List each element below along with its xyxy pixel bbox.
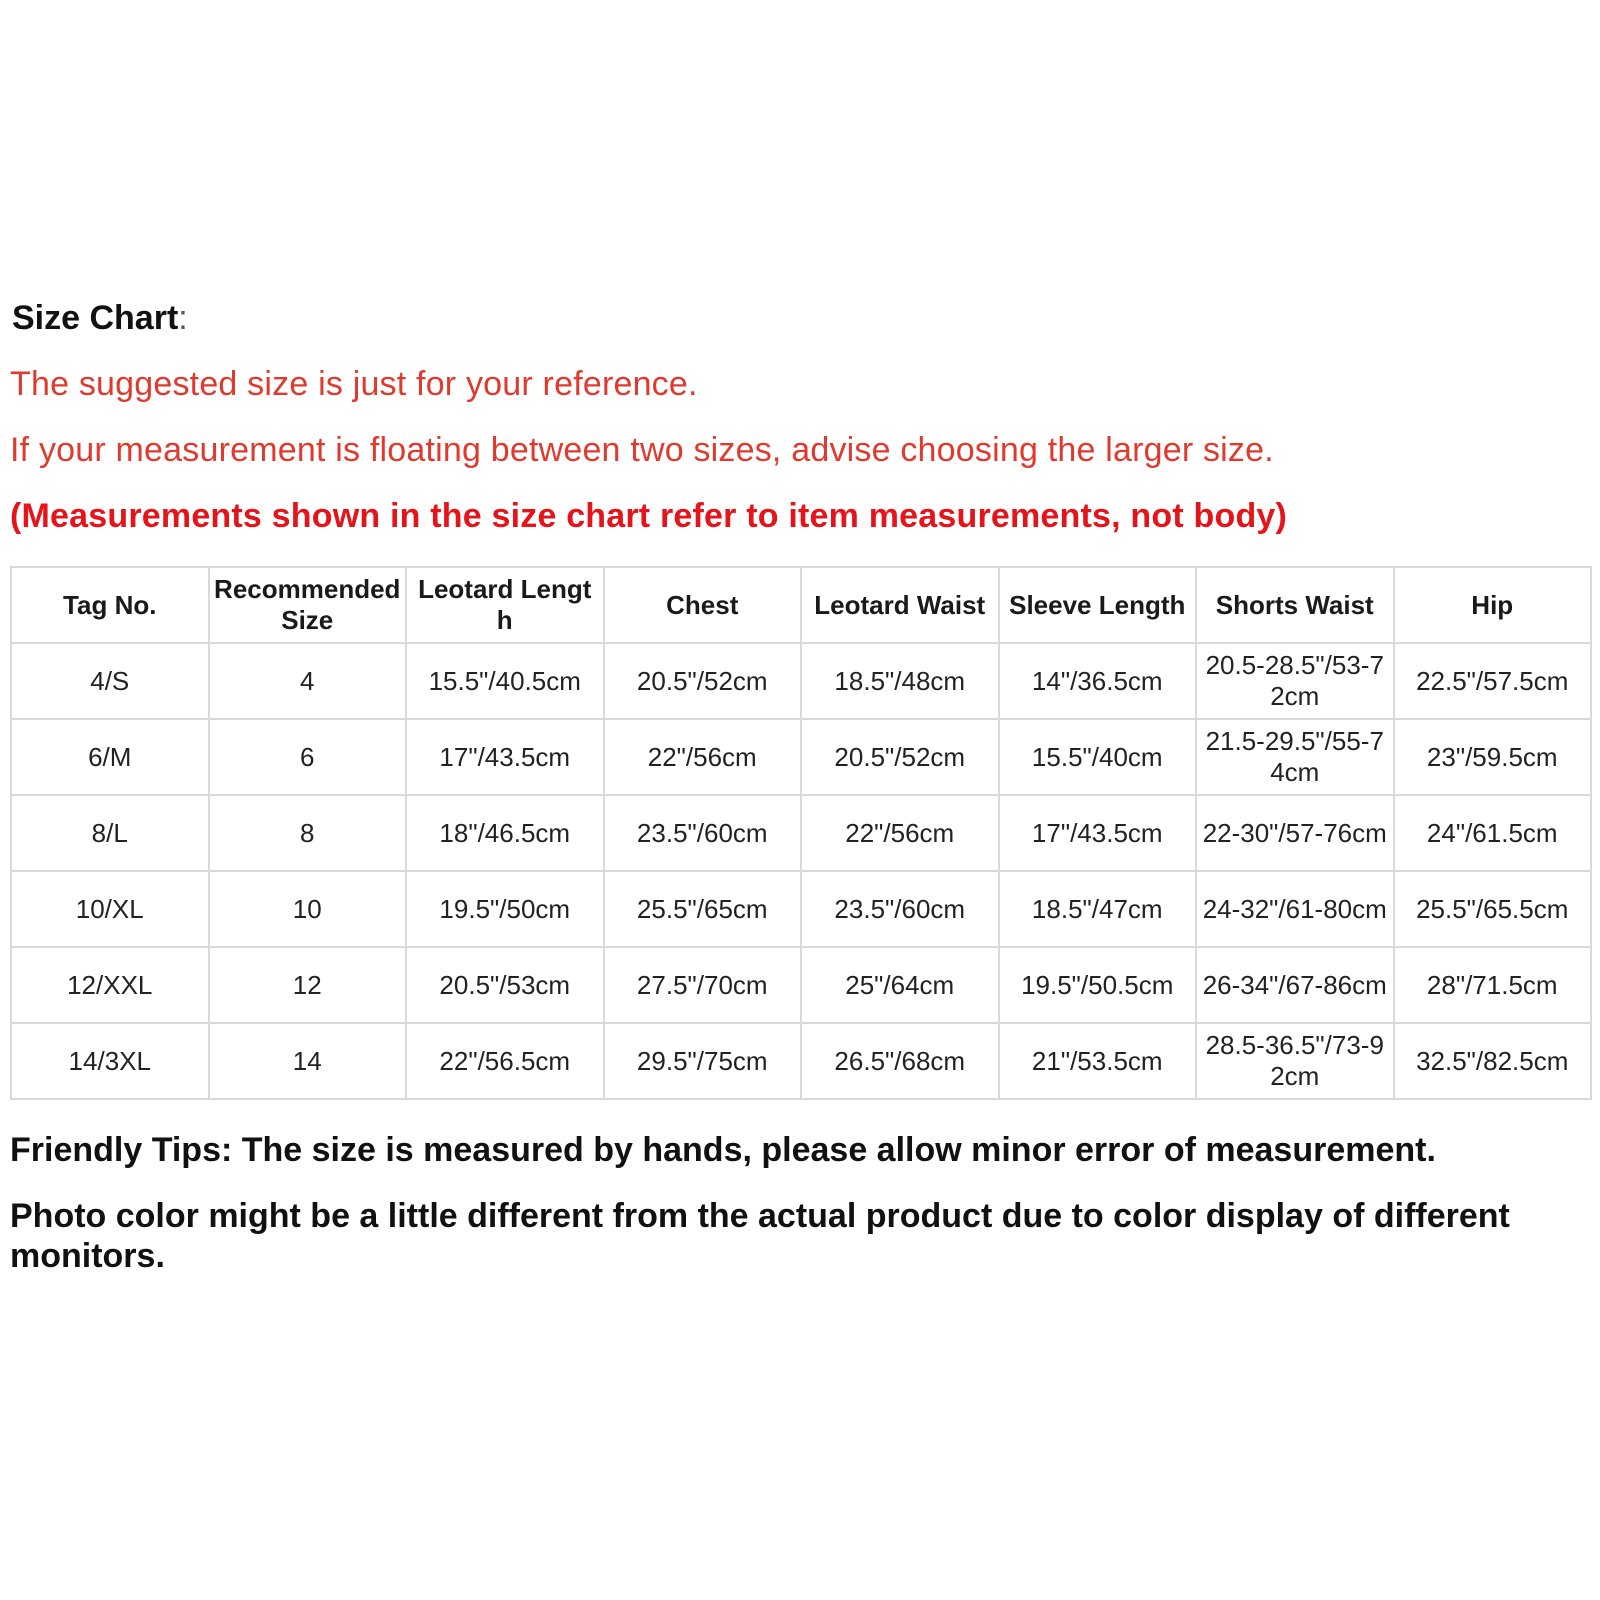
header-leotard-waist: Leotard Waist bbox=[801, 567, 999, 643]
cell-sleeve-length: 18.5"/47cm bbox=[999, 871, 1197, 947]
cell-recommended-size: 14 bbox=[209, 1023, 407, 1099]
cell-leotard-length: 20.5"/53cm bbox=[406, 947, 604, 1023]
cell-hip: 24"/61.5cm bbox=[1394, 795, 1592, 871]
cell-sleeve-length: 21"/53.5cm bbox=[999, 1023, 1197, 1099]
header-sleeve-length: Sleeve Length bbox=[999, 567, 1197, 643]
cell-shorts-waist: 28.5-36.5"/73-92cm bbox=[1196, 1023, 1394, 1099]
cell-shorts-waist: 20.5-28.5"/53-72cm bbox=[1196, 643, 1394, 719]
title-text: Size Chart bbox=[12, 299, 179, 337]
cell-recommended-size: 4 bbox=[209, 643, 407, 719]
table-row bbox=[11, 795, 1591, 871]
cell-sleeve-length: 15.5"/40cm bbox=[999, 719, 1197, 795]
measurement-disclaimer: (Measurements shown in the size chart refer to item measurements, not body) bbox=[10, 497, 1288, 535]
cell-sleeve-length: 14"/36.5cm bbox=[999, 643, 1197, 719]
cell-tag-no: 12/XXL bbox=[11, 947, 209, 1023]
cell-leotard-waist: 23.5"/60cm bbox=[801, 871, 999, 947]
cell-leotard-waist: 20.5"/52cm bbox=[801, 719, 999, 795]
cell-leotard-length: 22"/56.5cm bbox=[406, 1023, 604, 1099]
cell-chest: 29.5"/75cm bbox=[604, 1023, 802, 1099]
larger-size-advice: If your measurement is floating between two sizes, advise choosing the larger size. bbox=[10, 431, 1274, 469]
header-chest: Chest bbox=[604, 567, 802, 643]
title-colon: : bbox=[178, 299, 188, 337]
cell-leotard-waist: 26.5"/68cm bbox=[801, 1023, 999, 1099]
cell-leotard-length: 17"/43.5cm bbox=[406, 719, 604, 795]
header-shorts-waist: Shorts Waist bbox=[1196, 567, 1394, 643]
cell-chest: 25.5"/65cm bbox=[604, 871, 802, 947]
cell-chest: 20.5"/52cm bbox=[604, 643, 802, 719]
cell-tag-no: 10/XL bbox=[11, 871, 209, 947]
friendly-tips: Friendly Tips: The size is measured by hands, please allow minor error of measurement. bbox=[10, 1131, 1436, 1169]
table-row bbox=[11, 719, 1591, 795]
cell-leotard-waist: 25"/64cm bbox=[801, 947, 999, 1023]
photo-color-note: Photo color might be a little different from the actual product due to color display of different monitors. bbox=[10, 1197, 1510, 1275]
cell-hip: 23"/59.5cm bbox=[1394, 719, 1592, 795]
header-tag-no: Tag No. bbox=[11, 567, 209, 643]
cell-shorts-waist: 24-32"/61-80cm bbox=[1196, 871, 1394, 947]
cell-leotard-waist: 22"/56cm bbox=[801, 795, 999, 871]
cell-shorts-waist: 26-34"/67-86cm bbox=[1196, 947, 1394, 1023]
cell-sleeve-length: 17"/43.5cm bbox=[999, 795, 1197, 871]
cell-leotard-length: 18"/46.5cm bbox=[406, 795, 604, 871]
header-row bbox=[11, 567, 1591, 643]
size-chart-document bbox=[10, 296, 1595, 1276]
header-leotard-length: Leotard Length bbox=[406, 567, 604, 643]
cell-tag-no: 14/3XL bbox=[11, 1023, 209, 1099]
cell-recommended-size: 8 bbox=[209, 795, 407, 871]
cell-hip: 25.5"/65.5cm bbox=[1394, 871, 1592, 947]
cell-tag-no: 8/L bbox=[11, 795, 209, 871]
cell-hip: 22.5"/57.5cm bbox=[1394, 643, 1592, 719]
cell-hip: 28"/71.5cm bbox=[1394, 947, 1592, 1023]
cell-sleeve-length: 19.5"/50.5cm bbox=[999, 947, 1197, 1023]
cell-leotard-waist: 18.5"/48cm bbox=[801, 643, 999, 719]
page-title bbox=[12, 296, 1595, 340]
cell-recommended-size: 6 bbox=[209, 719, 407, 795]
table-row bbox=[11, 1023, 1591, 1099]
size-table-body bbox=[11, 643, 1591, 1099]
size-table-head bbox=[11, 567, 1591, 643]
header-recommended-size: Recommended Size bbox=[209, 567, 407, 643]
table-row bbox=[11, 871, 1591, 947]
cell-tag-no: 6/M bbox=[11, 719, 209, 795]
reference-note: The suggested size is just for your reference. bbox=[10, 365, 698, 403]
table-row bbox=[11, 643, 1591, 719]
cell-chest: 23.5"/60cm bbox=[604, 795, 802, 871]
table-row bbox=[11, 947, 1591, 1023]
cell-chest: 22"/56cm bbox=[604, 719, 802, 795]
cell-chest: 27.5"/70cm bbox=[604, 947, 802, 1023]
cell-tag-no: 4/S bbox=[11, 643, 209, 719]
cell-leotard-length: 15.5"/40.5cm bbox=[406, 643, 604, 719]
cell-recommended-size: 10 bbox=[209, 871, 407, 947]
size-table bbox=[10, 566, 1592, 1100]
cell-hip: 32.5"/82.5cm bbox=[1394, 1023, 1592, 1099]
header-hip: Hip bbox=[1394, 567, 1592, 643]
cell-shorts-waist: 21.5-29.5"/55-74cm bbox=[1196, 719, 1394, 795]
cell-leotard-length: 19.5"/50cm bbox=[406, 871, 604, 947]
cell-shorts-waist: 22-30"/57-76cm bbox=[1196, 795, 1394, 871]
cell-recommended-size: 12 bbox=[209, 947, 407, 1023]
